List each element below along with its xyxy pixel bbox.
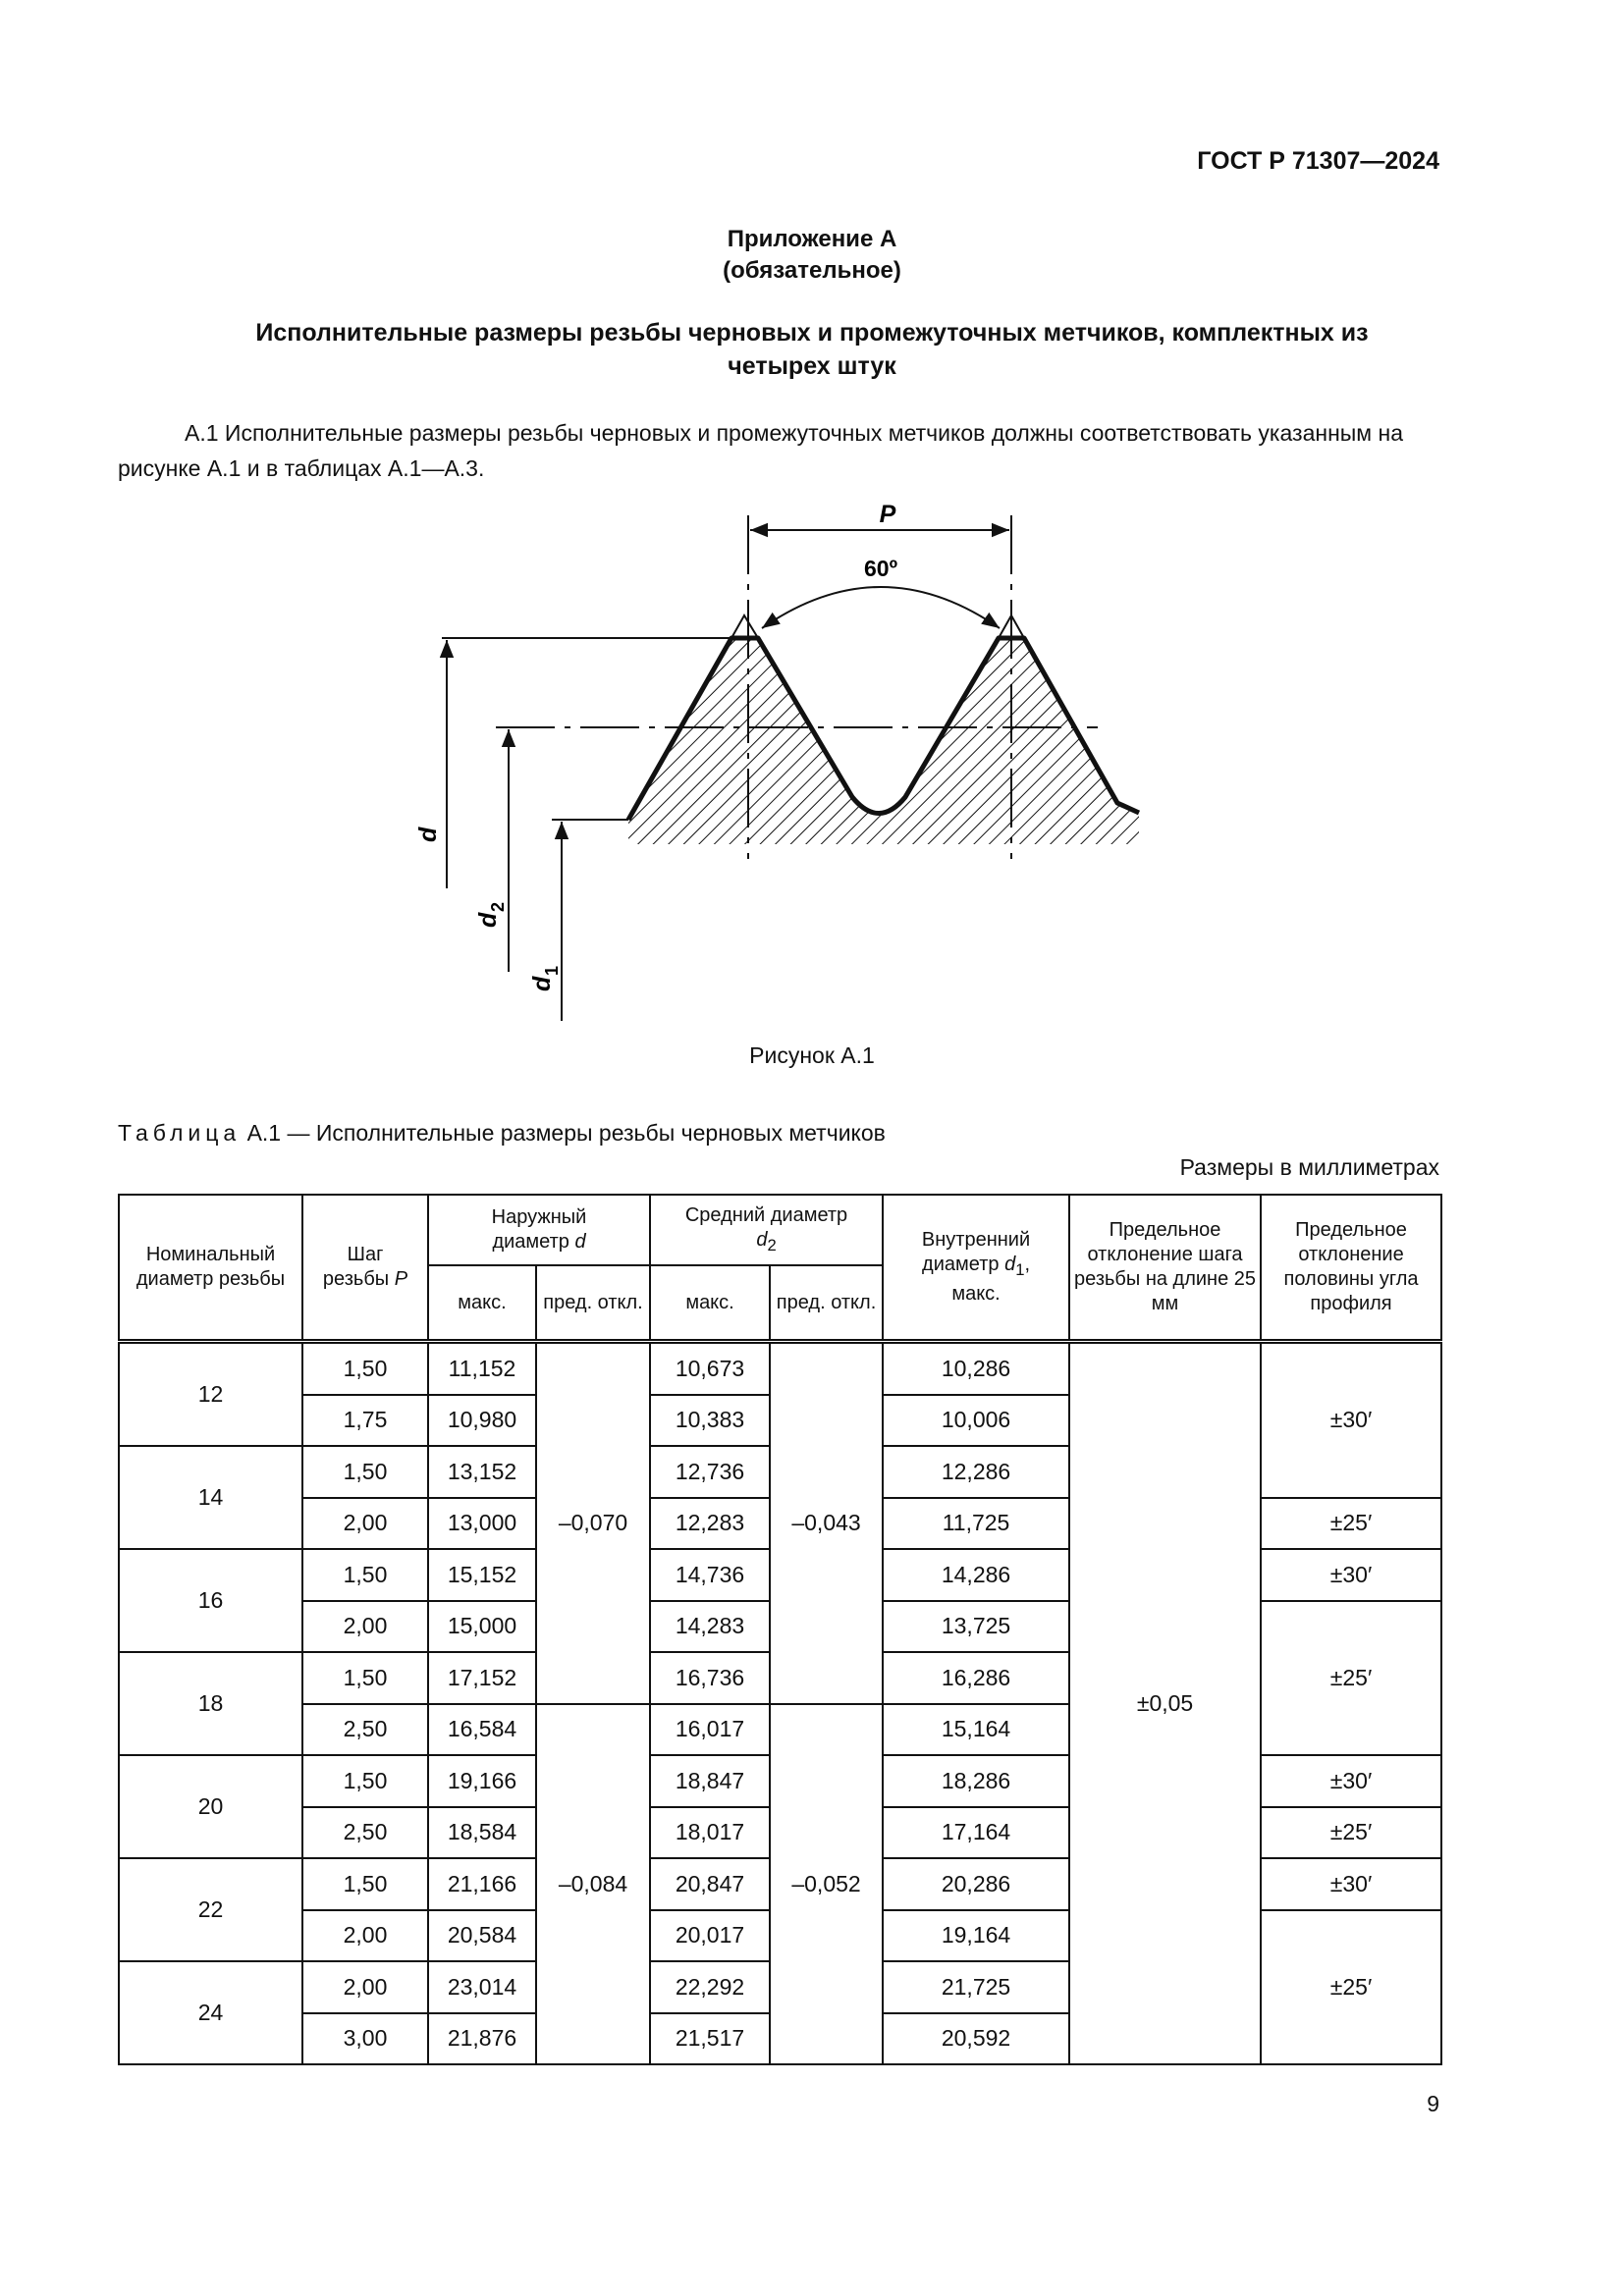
col-pitch: Шаг резьбы P [302,1195,428,1342]
appendix-status: (обязательное) [723,257,901,284]
col-angle-deviation: Предельное отклонение половины угла профиля [1261,1195,1441,1342]
table-row: 2,00 13,000 12,283 11,725 ±25′ [119,1498,1441,1550]
table-a1 [118,1194,1442,2065]
figure-caption: Рисунок А.1 [749,1042,875,1068]
table-row: 18 1,50 17,152 16,736 16,286 [119,1652,1441,1704]
col-inner-diameter: Внутренний диаметр $d_1$, макс. [883,1195,1069,1342]
table-row: 20 1,50 19,166 18,847 18,286 ±30′ [119,1755,1441,1807]
table-row: 2,50 16,584 –0,084 16,017 –0,052 15,164 [119,1704,1441,1756]
thread-profile-figure [0,0,1624,1060]
label-d1-sub: 1 [542,965,562,976]
col-outer-diameter: Наружный диаметр d [428,1195,650,1265]
paragraph-a1: А.1 Исполнительные размеры резьбы черновых и промежуточных метчиков должны соответствовать указанным на рисунке А.1 и в таблицах А.1—А.3. [118,420,1404,481]
table-caption [118,1120,886,1147]
col-nominal: Номинальный диаметр резьбы [119,1195,302,1342]
label-angle: 60º [864,556,897,581]
appendix-title: Приложение А [727,226,897,252]
table-row: 2,00 15,000 14,283 13,725 ±25′ [119,1601,1441,1653]
section-title-line1: Исполнительные размеры резьбы черновых и промежуточных метчиков, комплектных из [255,319,1369,347]
document-id: ГОСТ Р 71307—2024 [1197,147,1439,175]
page-number: 9 [1427,2091,1439,2116]
col-pitch-deviation: Предельное отклонение шага резьбы на длине 25 мм [1069,1195,1261,1342]
col-outer-tol: пред. откл. [536,1265,650,1342]
label-d: d [414,827,442,842]
table-caption-text: А.1 — Исполнительные размеры резьбы черновых метчиков [246,1120,886,1146]
label-d2-sub: 2 [488,901,508,912]
section-title-line2: четырех штук [728,352,896,380]
label-pitch: P [879,501,896,528]
table-units: Размеры в миллиметрах [1179,1154,1439,1180]
label-d1: d [528,976,556,991]
table-row: 16 1,50 15,152 14,736 14,286 ±30′ [119,1549,1441,1601]
table-row: 2,50 18,584 18,017 17,164 ±25′ [119,1807,1441,1859]
table-row: 14 1,50 13,152 12,736 12,286 [119,1446,1441,1498]
label-d2: d [474,912,502,928]
table-row: 3,00 21,876 21,517 20,592 [119,2013,1441,2065]
col-outer-max: макс. [428,1265,536,1342]
table-row: 1,75 10,980 10,383 10,006 [119,1395,1441,1447]
col-mid-diameter: Средний диаметр $d_2$ [650,1195,883,1265]
table-row: 12 1,50 11,152 –0,070 10,673 –0,043 10,286 ±0,05 ±30′ [119,1342,1441,1395]
col-mid-max: макс. [650,1265,770,1342]
table-row: 22 1,50 21,166 20,847 20,286 ±30′ [119,1858,1441,1910]
table-row: 24 2,00 23,014 22,292 21,725 [119,1961,1441,2013]
table-row: 2,00 20,584 20,017 19,164 ±25′ [119,1910,1441,1962]
table-caption-prefix: Таблица [118,1120,242,1146]
col-mid-tol: пред. откл. [770,1265,883,1342]
